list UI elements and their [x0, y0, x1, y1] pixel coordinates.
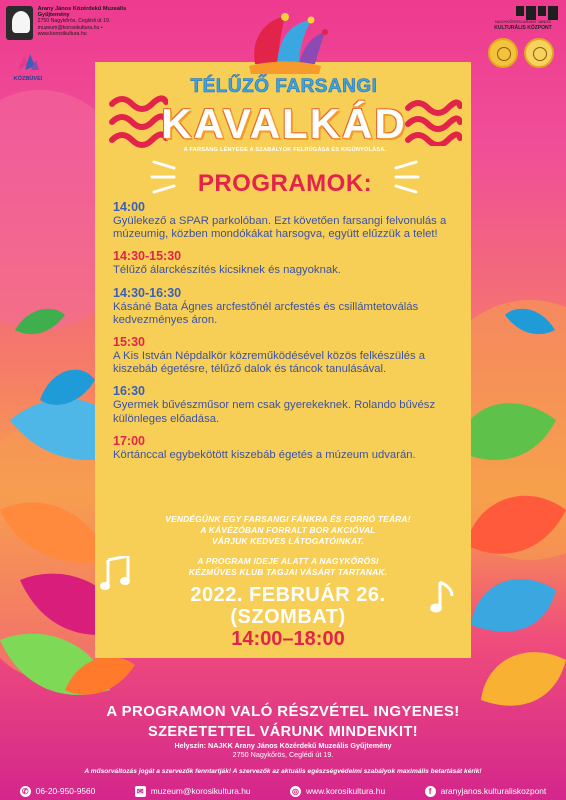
event-time: 14:30-16:30 — [113, 285, 182, 300]
museum-name: Arany János Közérdekű Muzeális Gyűjtemény — [37, 6, 127, 19]
phone-number: 06-20-950-9560 — [35, 786, 96, 796]
museum-portrait-icon — [6, 6, 33, 40]
phone-icon: ✆ — [20, 786, 31, 797]
location-label: Helyszín: — [174, 741, 207, 750]
left-burst-lines — [148, 160, 178, 194]
facebook-handle: aranyjanos.kulturaliskozpont — [440, 786, 547, 796]
disclaimer-text: A műsorváltozás jogát a szervezők fenntartják! A szervezők az aktuális egészségvédelmi szabályok maximális betartását kérik! — [84, 768, 482, 775]
heritage-seal-icon — [524, 38, 554, 68]
event-description: Gyermek bűvészműsor nem csak gyerekeknek. Rolando bűvész különleges előadása. — [113, 399, 436, 425]
location-address: 2750 Nagykőrös, Ceglédi út 19. — [232, 750, 334, 759]
kulturalis-kozpont-logo[interactable] — [488, 6, 558, 31]
refreshment-note — [140, 514, 436, 547]
event-description: Körtánccal egybekötött kiszebáb égetés a múzeum udvarán. — [113, 448, 416, 461]
location-name: NAJKK Arany János Közérdekű Muzeális Gyűjtemény — [208, 741, 392, 750]
event-date-block — [150, 584, 426, 650]
craft-fair-note — [140, 556, 436, 578]
programs-heading: PROGRAMOK: — [197, 170, 373, 197]
left-top-leaf — [10, 300, 70, 340]
event-item — [113, 200, 465, 241]
facebook-icon: f — [425, 786, 436, 797]
title-main: KAVALKÁD — [161, 100, 407, 147]
right-wave-decoration — [404, 98, 462, 146]
note-line: A PROGRAM IDEJE ALATT A NAGYKŐRÖSI — [197, 556, 379, 566]
event-time: 17:00 — [113, 433, 145, 448]
email-icon: ✉ — [135, 786, 146, 797]
title-small: TÉLŰZŐ FARSANGI — [190, 76, 378, 97]
event-item — [113, 384, 465, 425]
globe-icon: ◎ — [290, 786, 301, 797]
event-item — [113, 286, 465, 327]
note-line: VÁRJUK KEDVES LÁTOGATÓINKAT. — [211, 536, 364, 546]
museum-logo[interactable] — [6, 6, 146, 44]
event-item — [113, 249, 465, 277]
anniversary-seal-icon — [488, 38, 518, 68]
event-time: 15:30 — [113, 335, 145, 350]
email-address: muzeum@korosikultura.hu — [150, 786, 251, 796]
event-item — [113, 434, 465, 462]
event-list — [113, 200, 465, 470]
music-note-icon — [430, 580, 456, 614]
kozbuvei-icon — [15, 52, 41, 72]
left-wave-decoration — [108, 92, 168, 152]
event-time: 14:00 — [113, 200, 145, 214]
event-time-range: 14:00–18:00 — [231, 628, 345, 650]
subtitle: A FARSANG LÉNYEGE A SZABÁLYOK FELRÚGÁSA ÉS KIGÚNYOLÁSA. — [183, 147, 387, 153]
note-line: A KÁVÉZÓBAN FORRALT BOR AKCIÓVAL — [200, 525, 376, 535]
event-weekday: (SZOMBAT) — [230, 606, 346, 628]
facebook-contact[interactable] — [425, 786, 547, 797]
free-entry-text: A PROGRAMON VALÓ RÉSZVÉTEL INGYENES! — [106, 703, 460, 720]
kozbuvei-label: KÖZBÜVEI — [13, 76, 43, 82]
note-line: VENDÉGÜNK EGY FARSANGI FÁNKRA ÉS FORRÓ TEÁRA! — [165, 514, 411, 524]
email-contact[interactable] — [135, 786, 251, 797]
website-url: www.korosikultura.hu — [305, 786, 386, 796]
music-note-icon — [100, 556, 134, 592]
kulturalis-top-text: NAGYKŐRÖSI ARANY JÁNOS — [495, 19, 551, 24]
event-description: Kásáné Bata Ágnes arcfestőnél arcfestés és csillámtetoválás kedvezményes áron. — [113, 300, 419, 326]
contact-bar — [0, 782, 566, 800]
event-time: 16:30 — [113, 384, 145, 399]
jester-hat-illustration — [241, 12, 329, 76]
location-info — [90, 741, 476, 759]
event-description: Télűző álarckészítés kicsiknek és nagyoknak. — [113, 264, 341, 277]
right-burst-lines — [392, 160, 422, 194]
phone-contact[interactable] — [20, 786, 96, 797]
welcome-text: SZERETETTEL VÁRUNK MINDENKIT! — [148, 724, 418, 740]
note-line: KÉZMŰVES KLUB TAGJAI VÁSÁRT TARTANAK. — [188, 567, 388, 577]
event-time: 14:30-15:30 — [113, 249, 182, 264]
right-top-leaf — [500, 300, 560, 340]
kulturalis-name: KULTURÁLIS KÖZPONT — [494, 24, 552, 31]
museum-address: 2750 Nagykőrös, Ceglédi út 19. — [37, 18, 111, 25]
kulturalis-buildings-icon — [488, 6, 558, 20]
event-item — [113, 335, 465, 376]
event-date: 2022. FEBRUÁR 26. — [190, 584, 386, 606]
website-contact[interactable] — [290, 786, 385, 797]
event-description: Gyülekező a SPAR parkolóban. Ezt követően farsangi felvonulás a múzeumig, közben mondókákat harsogva, együtt elűzzük a telet! — [113, 215, 447, 241]
event-description: A Kis István Népdalkör közreműködésével közös felkészülés a kiszebáb égetésre, télűző dalok és táncok tanulásával. — [113, 350, 426, 376]
museum-contact: muzeum@korosikultura.hu • www.korosikultura.hu — [37, 24, 103, 37]
kozbuvei-logo[interactable] — [6, 52, 50, 82]
